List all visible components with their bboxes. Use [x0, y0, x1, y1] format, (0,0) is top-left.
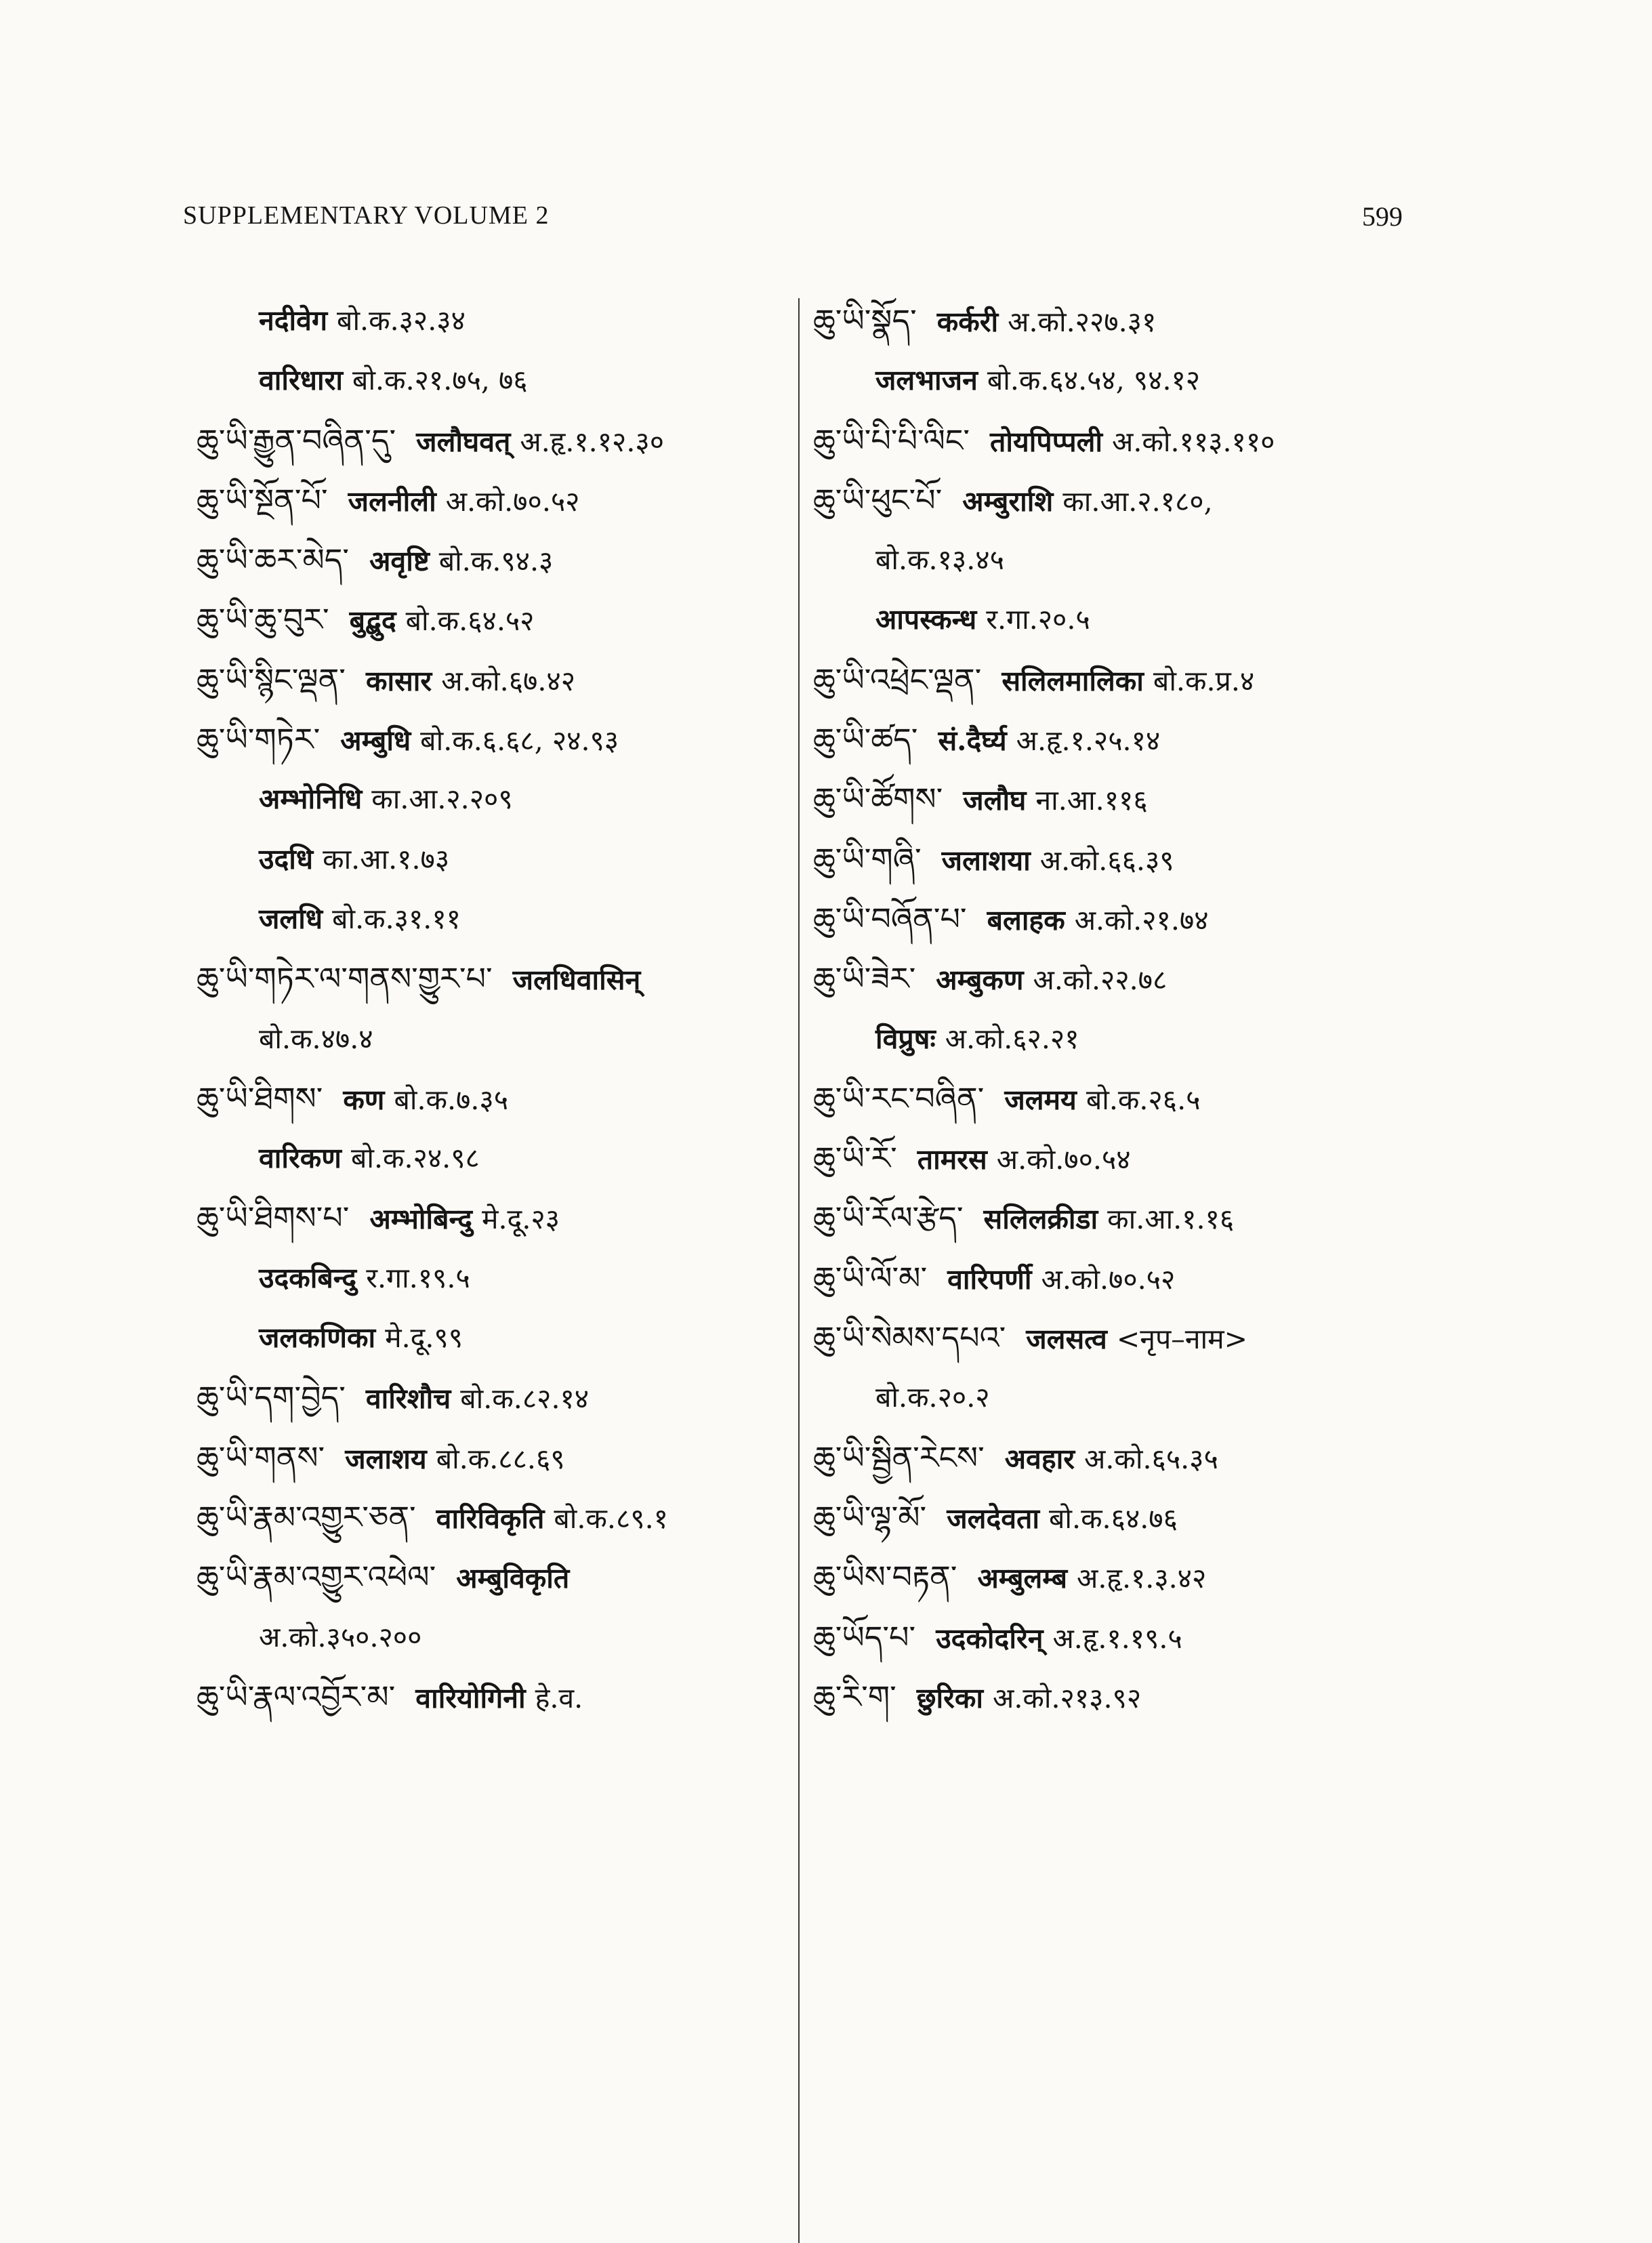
dictionary-entry [813, 1435, 1477, 1480]
sanskrit-equivalent: जलाशया [941, 844, 1031, 877]
sanskrit-equivalent: अवहार [1004, 1442, 1075, 1475]
tibetan-headword: ཆུ་ཡི་ཟེར་ [813, 960, 916, 997]
source-reference: अ.हृ.१.२५.१४ [1016, 724, 1161, 758]
source-reference: मे.दू.२३ [482, 1203, 560, 1236]
source-reference: बो.क.२०.२ [875, 1381, 990, 1414]
source-reference: अ.को.२२.७८ [1033, 964, 1168, 997]
dictionary-entry [197, 1016, 793, 1061]
dictionary-entry [813, 358, 1477, 403]
source-reference: का.आ.२.१८०, [1062, 485, 1213, 518]
dictionary-entry [197, 1674, 793, 1719]
sanskrit-equivalent: कण [343, 1083, 385, 1116]
source-reference: हे.व. [535, 1681, 583, 1714]
dictionary-entry [197, 1136, 793, 1180]
sanskrit-equivalent: अवृष्टि [369, 545, 430, 578]
tibetan-headword: ཆུ་ཡི་ཐིགས་པ་ [197, 1199, 350, 1237]
dictionary-entry [813, 1674, 1477, 1719]
source-reference: अ.को.२१.७४ [1074, 903, 1209, 937]
sanskrit-equivalent: वारिशौच [365, 1382, 451, 1416]
sanskrit-equivalent: उदकोदरिन् [936, 1622, 1044, 1655]
tibetan-headword: ཆུ་ཡི་རྣལ་འབྱོར་མ་ [197, 1678, 396, 1715]
tibetan-headword: ཆུ་ཡི་བཞོན་པ་ [813, 900, 967, 937]
sanskrit-equivalent: कासार [365, 664, 432, 697]
source-reference: अ.हृ.१.१९.५ [1052, 1622, 1182, 1655]
sanskrit-equivalent: उदधि [259, 842, 314, 876]
dictionary-entry [197, 1256, 793, 1300]
dictionary-entry [197, 597, 793, 642]
tibetan-headword: ཆུ་ཡིས་བརྟན་ [813, 1559, 957, 1596]
column-divider [798, 298, 800, 2243]
sanskrit-equivalent: जलाशय [345, 1442, 427, 1475]
sanskrit-equivalent: अम्बुधि [340, 724, 411, 758]
sanskrit-equivalent: अम्भोनिधि [259, 783, 363, 816]
source-reference: बो.क.३२.३४ [337, 304, 466, 337]
source-reference: बो.क.८९.१ [554, 1502, 668, 1535]
source-reference: बो.क.६.६८, २४.९३ [420, 724, 619, 758]
tibetan-headword: ཆུ་ཡི་སྔོན་པོ་ [197, 481, 328, 518]
tibetan-headword: ཆུ་ཡི་སྦྱིན་རེངས་ [813, 1439, 985, 1476]
dictionary-entry [813, 777, 1477, 821]
sanskrit-equivalent: वारियोगिनी [415, 1681, 526, 1714]
source-reference: का.आ.१.१६ [1107, 1203, 1235, 1236]
sanskrit-equivalent: बलाहक [987, 903, 1065, 937]
dictionary-entry [813, 1315, 1477, 1360]
sanskrit-equivalent: जलसत्व [1026, 1323, 1107, 1356]
sanskrit-equivalent: अम्बुकण [936, 964, 1024, 997]
dictionary-entry [197, 717, 793, 762]
running-head: SUPPLEMENTARY VOLUME 2 [183, 201, 550, 230]
source-reference: बो.क.६४.५४, ९४.१२ [987, 364, 1201, 397]
source-reference: बो.क.६४.५२ [405, 604, 535, 638]
dictionary-entry [197, 837, 793, 882]
dictionary-entry [813, 1615, 1477, 1660]
sanskrit-equivalent: वारिधारा [259, 364, 344, 397]
dictionary-entry [197, 897, 793, 941]
sanskrit-equivalent: तामरस [917, 1143, 987, 1176]
source-reference: अ.को.२२७.३१ [1008, 306, 1157, 338]
dictionary-entry [813, 1555, 1477, 1599]
dictionary-entry [813, 597, 1477, 642]
dictionary-entry [197, 418, 793, 463]
source-reference: अ.को.२१३.९२ [993, 1681, 1142, 1714]
source-reference: अ.को.६२.२१ [945, 1022, 1079, 1055]
tibetan-headword: ཆུ་ཡོད་པ་ [813, 1618, 916, 1655]
source-reference: बो.क.४७.४ [259, 1022, 373, 1055]
dictionary-entry [813, 298, 1477, 343]
source-reference: बो.क.८८.६९ [436, 1442, 565, 1475]
tibetan-headword: ཆུ་ཡི་གཏེར་ལ་གནས་གྱུར་པ་ [197, 960, 493, 997]
source-reference: अ.को.७०.५४ [996, 1143, 1131, 1176]
tibetan-headword: ཆུ་ཡི་རྣམ་འགྱུར་འཕེལ་ [197, 1559, 436, 1596]
sanskrit-equivalent: उदकबिन्दु [259, 1261, 357, 1294]
source-reference: बो.क.९४.३ [438, 545, 554, 578]
dictionary-entry [197, 298, 793, 343]
dictionary-entry [813, 1256, 1477, 1300]
dictionary-entry [197, 956, 793, 1001]
sanskrit-equivalent: वारिविकृति [436, 1502, 545, 1535]
tibetan-headword: ཆུ་ཡི་རྣམ་འགྱུར་ཅན་ [197, 1498, 416, 1536]
source-reference: ना.आ.११६ [1035, 784, 1148, 817]
sanskrit-equivalent: जलकणिका [259, 1321, 376, 1355]
tibetan-headword: ཆུ་ཡི་ལོ་མ་ [813, 1259, 928, 1296]
tibetan-headword: ཆུ་ཡི་ཚད་ [813, 721, 918, 758]
source-reference: अ.को.७०.५२ [1041, 1262, 1176, 1296]
tibetan-headword: ཆུ་ཡི་གཞི་ [813, 840, 922, 878]
sanskrit-equivalent: जलमय [1004, 1083, 1077, 1116]
tibetan-headword: ཆུ་ཡི་གནས་ [197, 1439, 325, 1476]
dictionary-entry [197, 1315, 793, 1360]
tibetan-headword: ཆུ་ཡི་རྒྱུན་བཞིན་དུ་ [197, 421, 396, 459]
dictionary-entry [197, 657, 793, 702]
sanskrit-equivalent: अम्बुविकृति [456, 1562, 570, 1595]
source-reference: बो.क.७.३५ [394, 1083, 509, 1116]
source-reference: अ.को.६७.४२ [441, 664, 576, 697]
source-reference: अ.को.६६.३९ [1039, 844, 1174, 877]
tibetan-headword: ཆུ་ཡི་ཆར་མེད་ [197, 541, 350, 579]
source-reference: अ.को.६५.३५ [1084, 1442, 1218, 1475]
sanskrit-equivalent: छुरिका [916, 1681, 984, 1714]
source-reference: बो.क.२४.९८ [350, 1142, 480, 1175]
tibetan-headword: ཆུ་ཡི་གཏེར་ [197, 721, 321, 758]
dictionary-entry [813, 1076, 1477, 1121]
tibetan-headword: ཆུ་ཡི་འཕྲེང་ལྡན་ [813, 661, 982, 698]
sanskrit-equivalent: सलिलक्रीडा [983, 1203, 1098, 1236]
tibetan-headword: ཆུ་ཡི་རང་བཞིན་ [813, 1079, 985, 1117]
tibetan-headword: ཆུ་རི་ག་ [813, 1678, 896, 1715]
tibetan-headword: ཆུ་ཡི་དག་བྱེད་ [197, 1379, 346, 1416]
sanskrit-equivalent: कर्करी [936, 306, 999, 338]
sanskrit-equivalent: सं.दैर्घ्य [938, 724, 1007, 758]
dictionary-entry [813, 657, 1477, 702]
page-number: 599 [1362, 201, 1403, 232]
source-reference: बो.क.प्र.४ [1153, 664, 1255, 697]
source-reference: अ.को.७०.५२ [445, 485, 580, 518]
source-reference: का.आ.१.७३ [323, 842, 450, 876]
tibetan-headword: ཆུ་ཡི་རོལ་རྩེད་ [813, 1199, 964, 1237]
source-reference: र.गा.१९.५ [366, 1261, 470, 1294]
dictionary-entry [813, 1016, 1477, 1061]
tibetan-headword: ཆུ་ཡི་པི་པི་ལིང་ [813, 421, 970, 459]
source-reference: बो.क.३१.११ [332, 902, 461, 935]
dictionary-entry [813, 717, 1477, 762]
tibetan-headword: ཆུ་ཡི་སྣོད་ [813, 302, 917, 339]
source-reference: अ.को.३५०.२०० [259, 1620, 422, 1653]
left-column [197, 298, 793, 1734]
tibetan-headword: ཆུ་ཡི་རོ་ [813, 1140, 897, 1177]
sanskrit-equivalent: आपस्कन्ध [875, 603, 977, 636]
dictionary-entry [813, 537, 1477, 582]
dictionary-entry [813, 956, 1477, 1001]
tibetan-headword: ཆུ་ཡི་སྙིང་ལྡན་ [197, 661, 346, 698]
sanskrit-equivalent: वारिपर्णी [947, 1262, 1032, 1296]
sanskrit-equivalent: अम्भोबिन्दु [369, 1203, 472, 1236]
sanskrit-equivalent: विप्रुषः [875, 1022, 936, 1055]
sanskrit-equivalent: जलौघवत् [416, 425, 511, 458]
dictionary-entry [813, 478, 1477, 522]
source-reference: बो.क.६४.७६ [1049, 1502, 1178, 1535]
dictionary-entry [197, 1195, 793, 1240]
dictionary-entry [197, 537, 793, 582]
sanskrit-equivalent: जलधिवासिन् [512, 964, 641, 997]
sanskrit-equivalent: जलधि [259, 902, 323, 935]
source-reference: अ.हृ.१.३.४२ [1077, 1562, 1207, 1595]
dictionary-entry [813, 1136, 1477, 1180]
tibetan-headword: ཆུ་ཡི་ཕུང་པོ་ [813, 481, 943, 518]
tibetan-headword: ཆུ་ཡི་ཚོགས་ [813, 781, 943, 818]
source-reference: बो.क.२१.७५, ७६ [352, 364, 528, 397]
dictionary-entry [197, 478, 793, 522]
sanskrit-equivalent: तोयपिप्पली [990, 425, 1103, 458]
source-reference: बो.क.२६.५ [1086, 1083, 1201, 1116]
dictionary-entry [197, 1495, 793, 1540]
dictionary-entry [197, 777, 793, 821]
dictionary-entry [813, 897, 1477, 941]
sanskrit-equivalent: जलनीली [348, 485, 436, 518]
tibetan-headword: ཆུ་ཡི་སེམས་དཔའ་ [813, 1319, 1006, 1357]
source-reference: बो.क.८२.१४ [460, 1382, 590, 1416]
dictionary-entry [197, 1375, 793, 1420]
sanskrit-equivalent: अम्बुराशि [962, 485, 1054, 518]
sanskrit-equivalent: बुद्बुद [349, 604, 396, 638]
sanskrit-equivalent: अम्बुलम्ब [977, 1562, 1068, 1595]
source-reference: र.गा.२०.५ [986, 603, 1090, 636]
sanskrit-equivalent: नदीवेग [259, 304, 328, 337]
dictionary-entry [197, 1555, 793, 1599]
dictionary-entry [813, 1195, 1477, 1240]
sanskrit-equivalent: सलिलमालिका [1001, 664, 1144, 697]
sanskrit-equivalent: वारिकण [259, 1142, 342, 1175]
source-reference: <नृप–नाम> [1116, 1323, 1247, 1356]
right-column [813, 298, 1477, 1734]
dictionary-entry [813, 837, 1477, 882]
tibetan-headword: ཆུ་ཡི་ཐིགས་ [197, 1079, 323, 1117]
dictionary-entry [813, 1375, 1477, 1420]
source-reference: अ.को.११३.११० [1112, 425, 1275, 458]
source-reference: मे.दू.९९ [385, 1321, 463, 1355]
source-reference: अ.हृ.१.१२.३० [520, 425, 665, 458]
dictionary-entry [197, 358, 793, 403]
source-reference: बो.क.१३.४५ [875, 543, 1004, 577]
tibetan-headword: ཆུ་ཡི་ཆུ་བུར་ [197, 601, 329, 638]
sanskrit-equivalent: जलदेवता [947, 1502, 1039, 1535]
dictionary-entry [813, 1495, 1477, 1540]
tibetan-headword: ཆུ་ཡི་ལྷ་མོ་ [813, 1498, 927, 1536]
sanskrit-equivalent: जलभाजन [875, 364, 978, 397]
dictionary-entry [197, 1435, 793, 1480]
sanskrit-equivalent: जलौघ [963, 784, 1027, 817]
dictionary-entry [813, 418, 1477, 463]
source-reference: का.आ.२.२०९ [371, 783, 513, 816]
dictionary-entry [197, 1076, 793, 1121]
dictionary-entry [197, 1615, 793, 1660]
